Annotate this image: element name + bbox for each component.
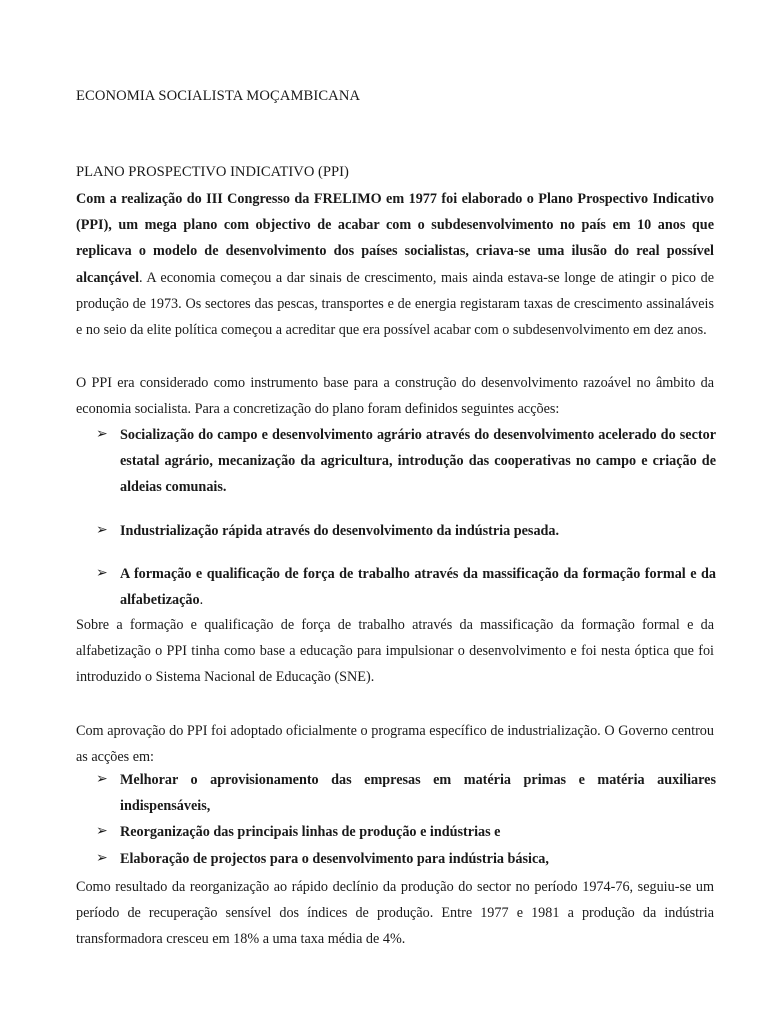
arrow-bullet-icon: ➢	[96, 772, 108, 787]
ppi-paragraph: O PPI era considerado como instrumento base para a construção do desenvolvimento razoável no âmbito da economia socialista. Para a concretização do plano foram definidos seguintes acções:	[76, 375, 714, 418]
document-title: ECONOMIA SOCIALISTA MOÇAMBICANA	[76, 88, 361, 104]
government-actions-list	[96, 767, 716, 872]
action-text: Industrialização rápida através do desenvolvimento da indústria pesada.	[120, 522, 560, 539]
list-item	[96, 518, 716, 544]
intro-paragraph	[76, 186, 714, 343]
list-item	[96, 819, 716, 845]
actions-list	[96, 422, 716, 613]
action-text: Socialização do campo e desenvolvimento agrário através do desenvolvimento acelerado do sector estatal agrário, mecanização da agricultura, introdução das cooperativas no campo e criação de aldeias comunais.	[120, 427, 716, 496]
action-text: A formação e qualificação de força de trabalho através da massificação da formação formal e da alfabetização	[120, 565, 716, 609]
action-suffix: .	[199, 592, 204, 609]
list-item	[96, 561, 716, 613]
arrow-bullet-icon: ➢	[96, 427, 108, 442]
arrow-bullet-icon: ➢	[96, 850, 108, 866]
action-text: Elaboração de projectos para o desenvolvimento para indústria básica,	[120, 850, 549, 867]
list-item	[96, 846, 716, 872]
action-text: Reorganização das principais linhas de produção e indústrias e	[120, 824, 501, 841]
list-item	[96, 422, 716, 501]
results-paragraph: Como resultado da reorganização ao rápido declínio da produção do sector no período 1974-76, seguiu-se um período de recuperação sensível dos índices de produção. Entre 1977 e 1981 a produção da indústria transformadora cresceu em 18% a uma taxa média de 4%.	[76, 879, 714, 948]
education-paragraph: Sobre a formação e qualificação de força de trabalho através da massificação da formação formal e da alfabetização o PPI tinha como base a educação para impulsionar o desenvolvimento e foi nesta óptica que foi introduzido o Sistema Nacional de Educação (SNE).	[76, 617, 714, 686]
intro-bold-text: Com a realização do III Congresso da FRELIMO em 1977 foi elaborado o Plano Prospectivo Indicativo (PPI), um mega plano com objectivo de acabar com o subdesenvolvimento no país em 10 anos que replicava o modelo de desenvolvimento dos países socialistas, criava-se uma ilusão do real possível alcançável	[76, 191, 714, 286]
industrialization-paragraph: Com aprovação do PPI foi adoptado oficialmente o programa específico de industrialização. O Governo centrou as acções em:	[76, 723, 714, 766]
arrow-bullet-icon: ➢	[96, 522, 108, 538]
section-title: PLANO PROSPECTIVO INDICATIVO (PPI)	[76, 164, 349, 180]
list-item	[96, 767, 716, 819]
intro-text: . A economia começou a dar sinais de crescimento, mais ainda estava-se longe de atingir o pico de produção de 1973. Os sectores das pescas, transportes e de energia registaram taxas de crescimento assinaláveis e no seio da elite política começou a acreditar que era possível acabar com o subdesenvolvimento em dez anos.	[76, 269, 714, 339]
action-text: Melhorar o aprovisionamento das empresas em matéria primas e matéria auxiliares indispensáveis,	[120, 772, 716, 815]
arrow-bullet-icon: ➢	[96, 565, 108, 581]
arrow-bullet-icon: ➢	[96, 824, 108, 840]
